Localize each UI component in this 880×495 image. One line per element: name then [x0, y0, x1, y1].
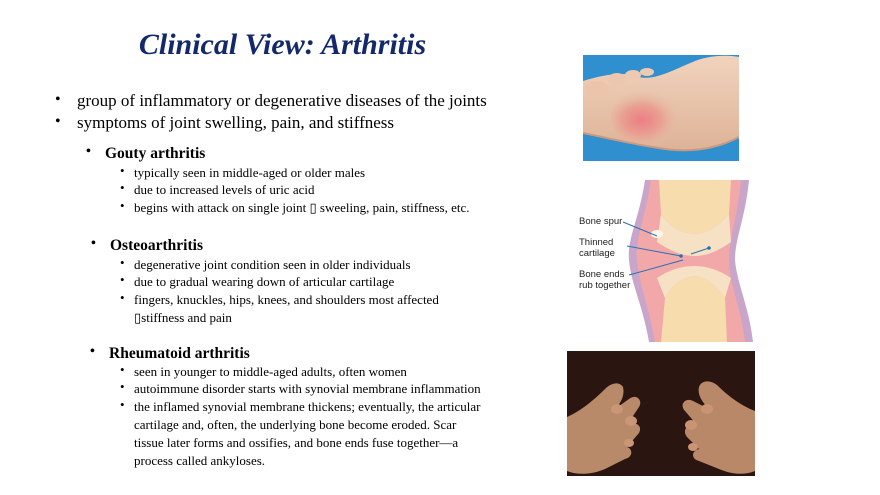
bullet-dot-icon: •	[120, 198, 125, 213]
bullet-dot-icon: •	[86, 144, 91, 159]
rheum-continuation-1: cartilage and, often, the underlying bone become eroded. Scar	[134, 417, 457, 432]
bullet-dot-icon: •	[90, 344, 95, 359]
bullet-dot-icon: •	[120, 255, 125, 270]
gout-foot-icon	[583, 55, 739, 161]
bullet-dot-icon: •	[55, 91, 61, 108]
osteo-item-2: • due to gradual wearing down of articular cartilage	[120, 272, 395, 289]
bullet-dot-icon: •	[120, 290, 125, 305]
slide-title: Clinical View: Arthritis	[138, 28, 427, 61]
gouty-item-3: • begins with attack on single joint ▯ sweeling, pain, stiffness, etc.	[120, 198, 470, 215]
gouty-item-1: • typically seen in middle-aged or older males	[120, 163, 366, 180]
rheumatoid-hands-image	[567, 351, 755, 476]
bullet-dot-icon: •	[120, 272, 125, 287]
bullet-dot-icon: •	[120, 362, 125, 377]
label-thinned: Thinned	[579, 237, 614, 248]
bullet-dot-icon: •	[120, 180, 125, 195]
label-bone-spur: Bone spur	[579, 216, 623, 227]
bullet-dot-icon: •	[55, 113, 61, 130]
osteo-item-3: • fingers, knuckles, hips, knees, and shoulders most affected	[120, 290, 439, 307]
gouty-heading: • Gouty arthritis	[86, 144, 206, 162]
osteo-continuation: ▯stiffness and pain	[134, 310, 232, 325]
bullet-dot-icon: •	[91, 236, 96, 251]
intro-bullet-2: • symptoms of joint swelling, pain, and stiffness	[55, 113, 395, 132]
gout-foot-image	[583, 55, 739, 161]
osteo-item-1: • degenerative joint condition seen in older individuals	[120, 255, 411, 272]
rheum-item-3: • the inflamed synovial membrane thickens; eventually, the articular	[120, 397, 481, 414]
rheum-continuation-3: process called ankyloses.	[134, 453, 266, 468]
label-cartilage: cartilage	[579, 248, 615, 259]
bullet-dot-icon: •	[120, 379, 125, 394]
intro-bullet-1: • group of inflammatory or degenerative diseases of the joints	[55, 91, 487, 110]
rheumatoid-hands-icon	[567, 351, 755, 476]
osteoarthritis-joint-diagram	[573, 180, 763, 342]
osteo-heading: • Osteoarthritis	[91, 236, 203, 254]
rheum-continuation-2: tissue later forms and ossifies, and bone ends fuse together—a	[134, 435, 459, 450]
bullet-dot-icon: •	[120, 163, 125, 178]
bullet-dot-icon: •	[120, 397, 125, 412]
joint-cross-section-icon	[573, 180, 763, 342]
label-rub-together: rub together	[579, 280, 631, 291]
rheum-item-2: • autoimmune disorder starts with synovial membrane inflammation	[120, 379, 481, 396]
label-bone-ends: Bone ends	[579, 269, 625, 280]
gouty-item-2: • due to increased levels of uric acid	[120, 180, 315, 197]
rheum-item-1: • seen in younger to middle-aged adults, often women	[120, 362, 407, 379]
rheum-heading: • Rheumatoid arthritis	[90, 344, 250, 362]
